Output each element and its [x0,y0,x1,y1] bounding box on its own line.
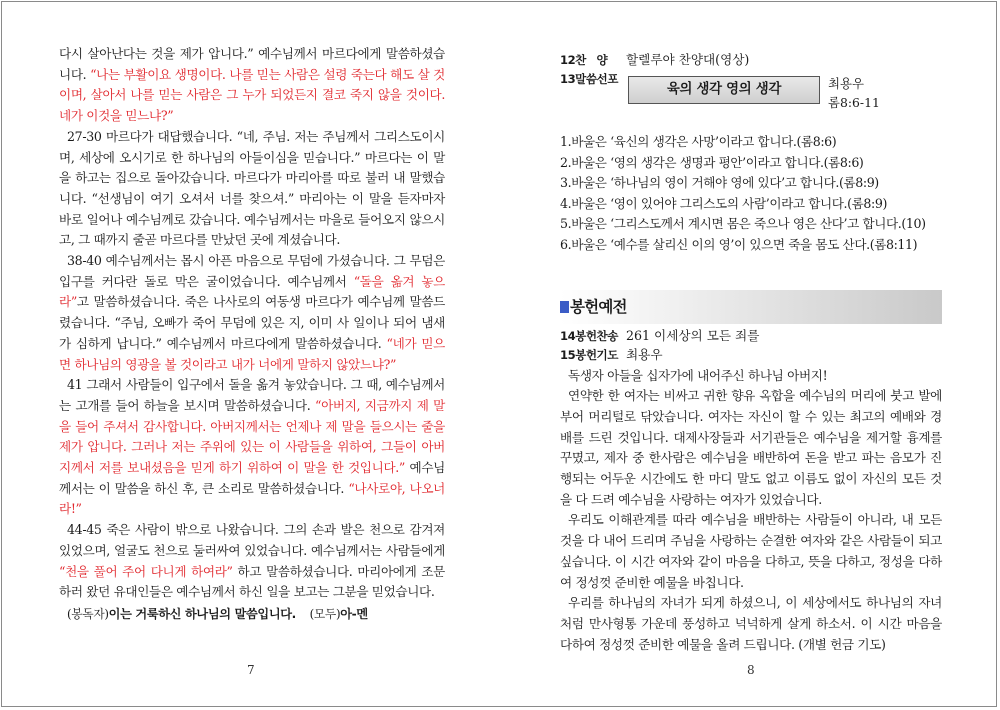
scripture-paragraph [59,520,445,603]
closing-declaration: 이는 거룩하신 하나님의 말씀입니다. [108,606,296,621]
sermon-title-box: 육의 생각 영의 생각 [628,76,820,104]
narration-text: 예수님께서는 이 말씀을 하신 후, 큰 소리로 말씀하셨습니다. [59,460,445,496]
jesus-words: “천을 풀어 주어 다니게 하여라” [59,563,233,579]
narration-text: 38-40 예수님께서는 몹시 아픈 마음으로 무덤에 가셨습니다. 그 무덤은 입구를 커다란 돌로 막은 굴이었습니다. 예수님께서 [59,253,445,289]
sermon-point: 3.바울은 ‘하나님의 영이 거해야 영에 있다’고 합니다.(롬8:9) [560,175,879,191]
scripture-paragraph [59,127,445,251]
offering-prayer-text [560,366,942,656]
jesus-words: “나사로야, 나오너라!” [59,480,445,517]
narration-text: 44-45 죽은 사람이 밖으로 나왔습니다. 그의 손과 발은 천으로 감겨져 있었으며, 얼굴도 천으로 둘러싸여 있었습니다. 예수님께서는 사람들에게 [59,522,445,558]
sermon-point: 5.바울은 ‘그리스도께서 계시면 몸은 죽으나 영은 산다’고 합니다.(10) [560,216,926,232]
offering-hymn-row [560,326,942,345]
prayer-paragraph: 우리를 하나님의 자녀가 되게 하셨으니, 이 세상에서도 하나님의 자녀처럼 만사형통 가운데 풍성하고 넉넉하게 살게 하소서. 이 시간 마음을 다하여 정성껏 준비한 예물을 올려 드립니다. (개별 헌금 기도) [560,595,942,652]
narration-text: 41 그래서 사람들이 입구에서 돌을 옮겨 놓았습니다. 그 때, 예수님께서는 고개를 들어 하늘을 보시며 말씀하셨습니다. [59,377,445,413]
reader-cue: (봉독자) [67,606,109,621]
page-number-right: 8 [747,663,755,677]
offering-hymn-value: 261 이세상의 모든 죄를 [626,327,760,343]
jesus-words: “네가 믿으면 하나님의 영광을 볼 것이라고 내가 너에게 말하지 않았느냐?” [59,335,445,372]
offering-prayer-row [560,345,942,364]
left-page [59,44,445,625]
sermon-point: 2.바울은 ‘영의 생각은 생명과 평안’이라고 합니다.(롬8:6) [560,154,864,170]
hymn-value: 할렐루야 찬양대(영상) [626,52,750,67]
scripture-paragraph [59,44,445,127]
offering-prayer-value: 최용우 [626,346,663,362]
narration-text: 하고 말씀하셨습니다. 마리아에게 조문하러 왔던 유대인들은 예수님께서 하신 일을 보고는 그분을 믿었습니다. [59,563,445,600]
scripture-reference: 롬8:6-11 [828,95,880,110]
sermon-point: 1.바울은 ‘육신의 생각은 사망’이라고 합니다.(롬8:6) [560,134,837,149]
sermon-label: 13말씀선포 [560,72,618,86]
jesus-words: “돌을 옮겨 놓으라” [59,273,445,310]
reading-closing [59,604,445,625]
section-header-offering [560,290,942,324]
sermon-points [560,132,942,256]
prayer-paragraph: 우리도 이해관계를 따라 예수님을 배반하는 사람들이 아니라, 내 모든 것을 다 내어 드리며 주님을 사랑하는 순결한 여자와 같은 사람들이 되고 싶습니다. 이 시간 여자와 같이 마음을 다하고, 뜻을 다하고, 정성을 다하여 정성껏 준비한 예물을 바칩니다. [560,512,942,590]
section-title: 봉헌예전 [570,297,627,316]
amen-response: 아-멘 [340,606,368,621]
offering-hymn-label: 14봉헌찬송 [560,328,618,343]
scripture-text [59,44,445,603]
hymn-label: 12찬 양 [560,53,608,67]
offering-prayer-label: 15봉헌기도 [560,347,618,362]
prayer-paragraph: 연약한 한 여자는 비싸고 귀한 향유 옥합을 예수님의 머리에 붓고 발에 부어 머리털로 닦았습니다. 여자는 자신이 할 수 있는 최고의 예배와 경배를 드린 것입니다. 대제사장들과 서기관들은 예수님을 제거할 흉계를 꾸몄고, 제자 중 한사람은 예수님을 배반하여 돈을 받고 파는 음모가 진행되는 어두운 시간에도 한 마디 말도 없고 이름도 없이 자신의 모든 것을 다 드려 예수님을 사랑하는 여자가 있었습니다. [560,388,942,507]
page-number-left: 7 [247,663,255,677]
section-marker-icon [560,301,569,313]
congregation-cue: (모두) [309,606,341,621]
sermon-point: 4.바울은 ‘영이 있어야 그리스도의 사람’이라고 합니다.(롬8:9) [560,195,887,211]
right-page [560,50,942,655]
narration-text: 27-30 마르다가 대답했습니다. “네, 주님. 저는 주님께서 그리스도이시며, 세상에 오시기로 한 하나님의 아들이심을 믿습니다.” 마르다는 이 말을 하고는 집으로 돌아갔습니다. 마르다가 마리아를 따로 불러 내 말했습니다. “선생님이 여기 오셔서 너를 찾으셔.” 마리아는 이 말을 듣자마자 바로 일어나 예수님께로 갔습니다. 예수님께서는 마을로 들어오지 않으시고, 그 때까지 줄곧 마르다를 만났던 곳에 계셨습니다. [59,128,445,248]
preacher-name: 최용우 [828,76,864,91]
narration-text: 고 말씀하셨습니다. 죽은 나사로의 여동생 마르다가 예수님께 말씀드렸습니다. “주님, 오빠가 죽어 무덤에 있은 지, 이미 사 일이나 되어 냄새가 심하게 납니다.” 예수님께서 마르다에게 말씀하셨습니다. [59,294,445,351]
jesus-words: “아버지, 지금까지 제 말을 들어 주셔서 감사합니다. 아버지께서는 언제나 제 말을 들으시는 줄을 제가 압니다. 그러나 저는 주위에 있는 이 사람들을 위하여, 그들이 아버지께서 저를 보내셨음을 믿게 하기 위하여 이 말을 한 것입니다.” [59,397,445,476]
prayer-paragraph: 독생자 아들을 십자가에 내어주신 하나님 아버지! [568,367,828,383]
hymn-row [560,50,942,69]
jesus-words: “나는 부활이요 생명이다. 나를 믿는 사람은 설령 죽는다 해도 살 것이며, 살아서 나를 믿는 사람은 그 누가 되었든지 결코 죽지 않을 것이다. 네가 이것을 믿느냐?” [59,66,445,124]
narration-text: 다시 살아난다는 것을 제가 압니다.” 예수님께서 마르다에게 말씀하셨습니다. [59,46,445,82]
scripture-paragraph [59,251,445,375]
scripture-paragraph [59,375,445,520]
sermon-point: 6.바울은 ‘예수를 살리신 이의 영’이 있으면 죽을 몸도 산다.(롬8:11) [560,236,918,252]
sermon-info [828,74,880,112]
